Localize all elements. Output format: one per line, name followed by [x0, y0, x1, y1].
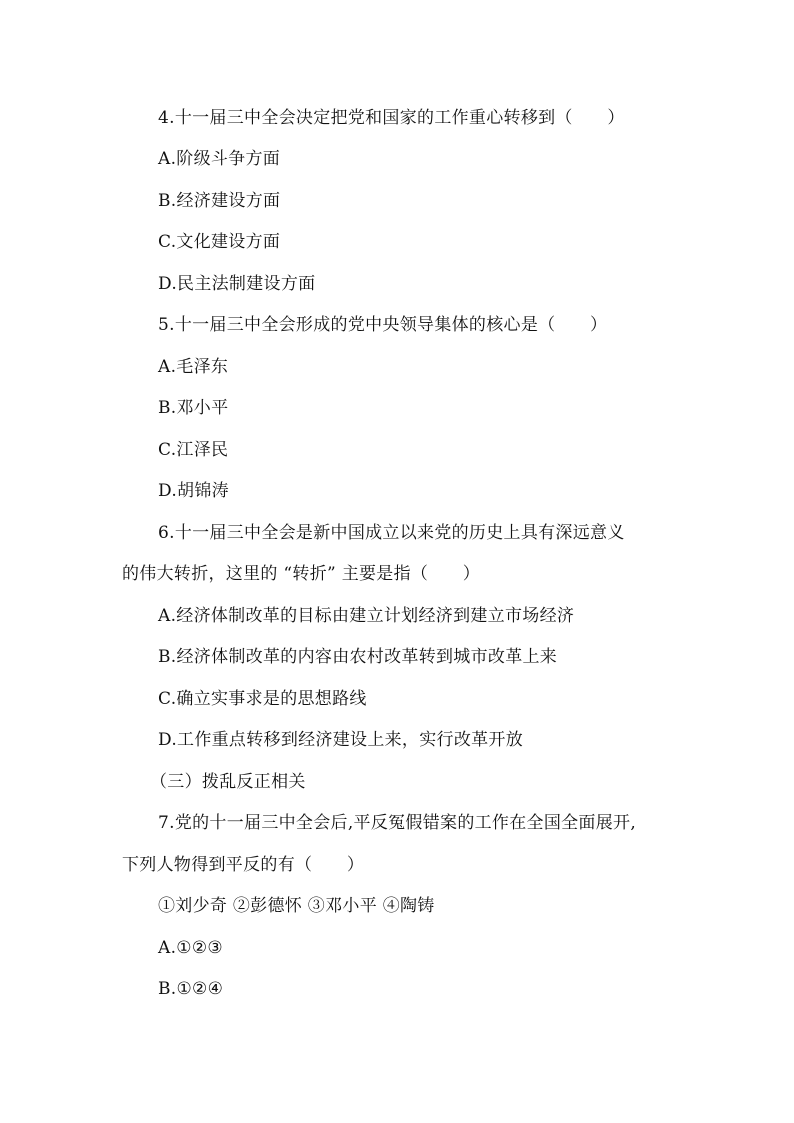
- question-5-option-a: A.毛泽东: [158, 357, 229, 377]
- question-6-option-b: B.经济体制改革的内容由农村改革转到城市改革上来: [158, 647, 558, 667]
- question-4-option-c: C.文化建设方面: [158, 232, 281, 252]
- section-heading: （三）拨乱反正相关: [150, 772, 306, 792]
- question-7-choices: ①刘少奇 ②彭德怀 ③邓小平 ④陶铸: [158, 896, 435, 916]
- question-5-option-d: D.胡锦涛: [158, 481, 229, 501]
- question-4-option-a: A.阶级斗争方面: [158, 149, 281, 169]
- question-6-stem-line-2: 的伟大转折，这里的 “转折” 主要是指（ ）: [122, 564, 481, 584]
- question-6-stem-line-1: 6.十一届三中全会是新中国成立以来党的历史上具有深远意义: [158, 523, 625, 543]
- question-5-option-c: C.江泽民: [158, 440, 229, 460]
- question-5-option-b: B.邓小平: [158, 398, 229, 418]
- question-6-option-a: A.经济体制改革的目标由建立计划经济到建立市场经济: [158, 606, 575, 626]
- question-6-option-d: D.工作重点转移到经济建设上来，实行改革开放: [158, 730, 524, 750]
- question-7-stem-line-2: 下列人物得到平反的有（ ）: [122, 855, 365, 875]
- question-5-stem: 5.十一届三中全会形成的党中央领导集体的核心是（ ）: [158, 315, 608, 335]
- question-4-option-b: B.经济建设方面: [158, 191, 281, 211]
- question-7-stem-line-1: 7.党的十一届三中全会后,平反冤假错案的工作在全国全面展开,: [158, 813, 637, 833]
- question-4-option-d: D.民主法制建设方面: [158, 274, 316, 294]
- question-7-option-b: B.①②④: [158, 979, 224, 999]
- question-6-option-c: C.确立实事求是的思想路线: [158, 689, 367, 709]
- question-4-stem: 4.十一届三中全会决定把党和国家的工作重心转移到（ ）: [158, 108, 625, 128]
- question-7-option-a: A.①②③: [158, 938, 223, 958]
